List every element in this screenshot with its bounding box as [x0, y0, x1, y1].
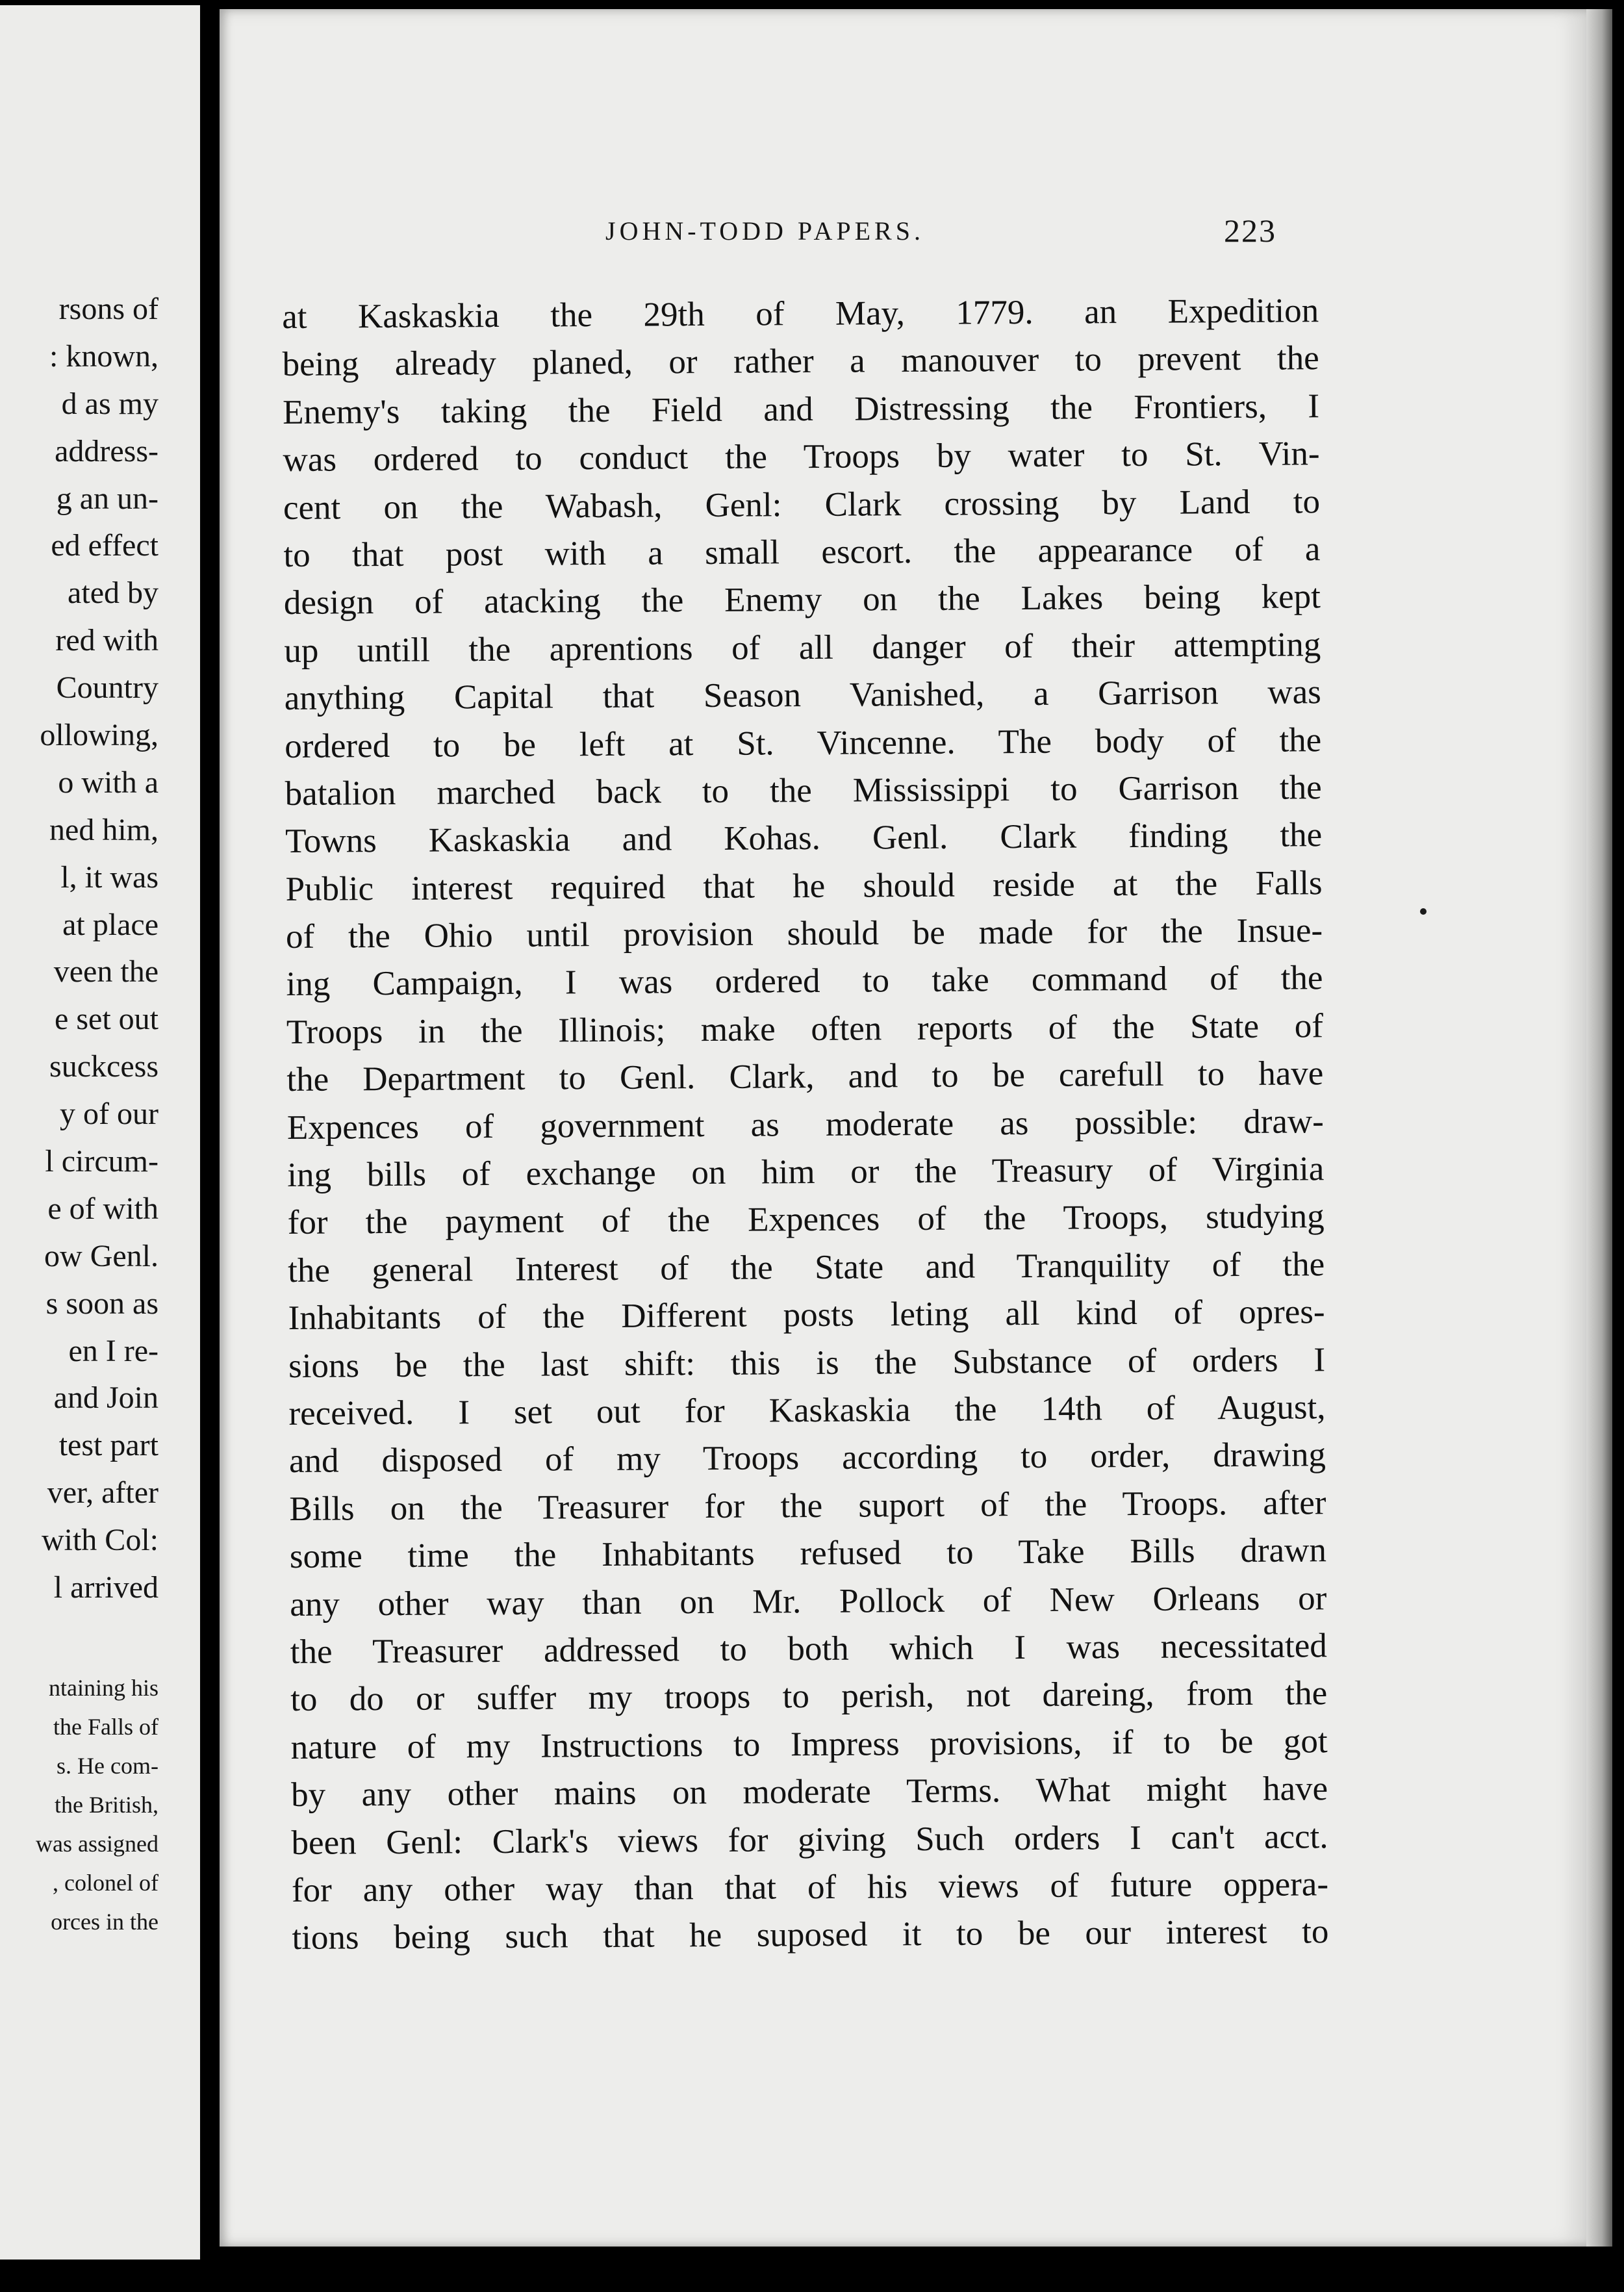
left-page-footnote-line: the Falls of — [53, 1714, 159, 1740]
left-page-line: red with — [55, 623, 159, 658]
left-page-line: y of our — [60, 1097, 159, 1132]
text-line: at Kaskaskia the 29th of May, 1779. an Expedition — [282, 292, 1319, 336]
body-text — [282, 287, 1329, 1962]
left-page-line: rsons of — [58, 292, 159, 326]
left-page-line: e of with — [47, 1191, 159, 1226]
left-page-line: address- — [55, 433, 159, 468]
text-line: Public interest required that he should reside at the Falls — [285, 863, 1323, 908]
text-line: Troops in the Illinois; make often reports of the State of — [286, 1007, 1324, 1051]
text-line: to that post with a small escort. the appearance of a — [283, 530, 1321, 574]
text-line: been Genl: Clark's views for giving Such orders I can't acct. — [291, 1817, 1328, 1862]
text-line: any other way than on Mr. Pollock of New Orleans or — [290, 1579, 1327, 1624]
text-line: Enemy's taking the Field and Distressing the Frontiers, I — [282, 387, 1320, 431]
text-line: cent on the Wabash, Genl: Clark crossing by Land to — [283, 482, 1321, 527]
left-page-line: and Join — [53, 1381, 159, 1416]
left-page-line: l arrived — [53, 1570, 159, 1605]
text-line: ing Campaign, I was ordered to take command of the — [286, 959, 1323, 1004]
left-page-footnotes — [0, 1668, 159, 1941]
text-line: design of atacking the Enemy on the Lakes being kept — [283, 578, 1321, 622]
left-page-line: s soon as — [45, 1286, 159, 1321]
book-gutter — [200, 0, 220, 2292]
text-line: Expences of government as moderate as possible: draw- — [286, 1102, 1324, 1147]
text-line: of the Ohio until provision should be made for the Insue- — [285, 911, 1323, 956]
left-page-line: ned him, — [49, 812, 159, 847]
text-line: some time the Inhabitants refused to Take Bills drawn — [289, 1531, 1327, 1576]
left-page-line: : known, — [49, 338, 159, 374]
left-page-line: at place — [62, 907, 159, 942]
right-page — [220, 9, 1586, 2247]
text-line: batalion marched back to the Mississippi to Garrison the — [285, 769, 1322, 813]
left-page-footnote-line: was assigned — [36, 1831, 159, 1857]
page-edge-shadow — [1586, 9, 1612, 2247]
text-line: anything Capital that Season Vanished, a Garrison was — [284, 673, 1321, 718]
text-line: was ordered to conduct the Troops by water to St. Vin- — [283, 435, 1320, 479]
text-line: sions be the last shift: this is the Substance of orders I — [288, 1340, 1326, 1385]
left-page-line: ollowing, — [40, 718, 159, 753]
left-page-text-column — [0, 286, 159, 1612]
left-page-footnote-line: ntaining his — [49, 1675, 159, 1701]
text-line: and disposed of my Troops according to order, drawing — [288, 1436, 1326, 1481]
text-line: Bills on the Treasurer for the suport of the Troops. after — [289, 1483, 1326, 1528]
text-line: for any other way than that of his views of future oppera- — [291, 1865, 1329, 1909]
text-line: Towns Kaskaskia and Kohas. Genl. Clark finding the — [285, 816, 1323, 861]
left-page-line: l circum- — [45, 1144, 159, 1179]
text-line: the Department to Genl. Clark, and to be carefull to have — [286, 1054, 1324, 1099]
left-page-line: en I re- — [68, 1333, 159, 1368]
print-speck — [1420, 908, 1427, 915]
left-page-line: Country — [56, 670, 159, 706]
left-page-line: veen the — [53, 954, 159, 989]
text-line: up untill the aprentions of all danger of their attempting — [284, 625, 1321, 670]
left-page-line: e set out — [55, 1002, 159, 1037]
left-page-footnote-line: the British, — [55, 1792, 159, 1818]
page-number: 223 — [1224, 212, 1276, 249]
left-facing-page — [0, 5, 200, 2260]
left-page-line: ed effect — [51, 528, 159, 563]
left-page-line: test part — [58, 1428, 159, 1463]
text-line: ordered to be left at St. Vincenne. The body of the — [285, 720, 1322, 765]
left-page-line: ow Genl. — [44, 1238, 159, 1273]
text-line: for the payment of the Expences of the Troops, studying — [287, 1197, 1325, 1242]
text-line: ing bills of exchange on him or the Treasury of Virginia — [287, 1150, 1325, 1195]
left-page-line: o with a — [58, 765, 159, 800]
text-line: the Treasurer addressed to both which I was necessitated — [290, 1627, 1327, 1671]
running-title: JOHN-TODD PAPERS. — [605, 216, 924, 246]
left-page-line: ated by — [68, 576, 159, 611]
text-line: Inhabitants of the Different posts leting all kind of opres- — [288, 1293, 1325, 1338]
left-page-footnote-line: orces in the — [51, 1909, 159, 1935]
text-line: received. I set out for Kaskaskia the 14th of August, — [288, 1388, 1326, 1433]
left-page-line: suckcess — [49, 1049, 159, 1084]
left-page-footnote-line: , colonel of — [53, 1870, 159, 1896]
left-page-line: ver, after — [47, 1475, 159, 1510]
left-page-line: l, it was — [60, 860, 159, 895]
left-page-footnote-line: s. He com- — [57, 1753, 159, 1779]
left-page-line: d as my — [61, 386, 159, 421]
text-line: by any other mains on moderate Terms. What might have — [290, 1770, 1328, 1815]
left-page-line: g an un- — [56, 481, 159, 516]
text-line: being already planed, or rather a manouver to prevent the — [282, 339, 1319, 384]
left-page-line: with Col: — [41, 1523, 159, 1558]
text-line: to do or suffer my troops to perish, not dareing, from the — [290, 1674, 1328, 1719]
text-line: the general Interest of the State and Tranquility of the — [288, 1245, 1325, 1290]
text-line: tions being such that he suposed it to be our interest to — [292, 1913, 1329, 1957]
text-line: nature of my Instructions to Impress provisions, if to be got — [290, 1722, 1328, 1766]
page-header — [220, 212, 1586, 261]
